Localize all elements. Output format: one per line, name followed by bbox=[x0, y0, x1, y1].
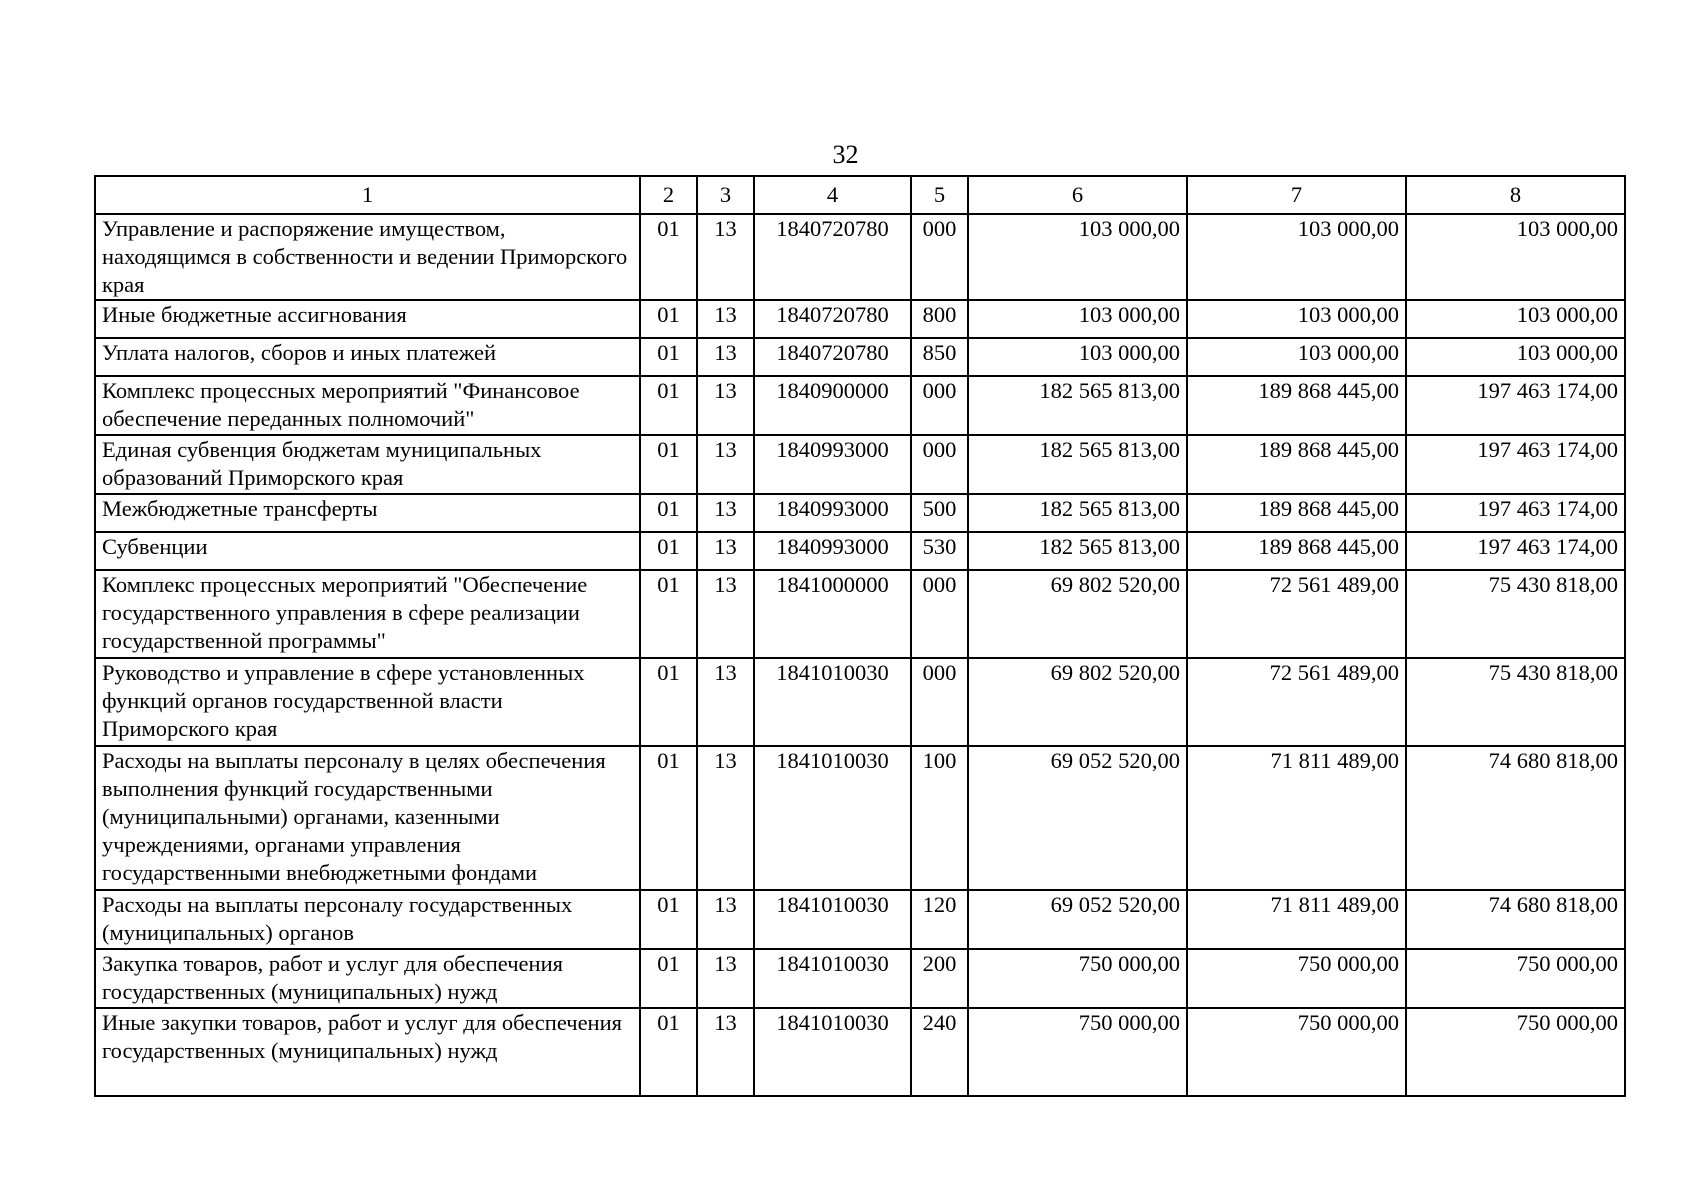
header-cell-5: 5 bbox=[911, 176, 968, 214]
row-target-article: 1841000000 bbox=[754, 570, 911, 658]
row-amount-col6: 182 565 813,00 bbox=[968, 376, 1187, 435]
row-target-article: 1841010030 bbox=[754, 746, 911, 890]
table-row bbox=[95, 214, 1625, 300]
header-cell-7: 7 bbox=[1187, 176, 1406, 214]
row-section: 01 bbox=[640, 338, 697, 376]
table-row bbox=[95, 746, 1625, 890]
row-expense-type: 120 bbox=[911, 890, 968, 949]
row-name: Единая субвенция бюджетам муниципальных образований Приморского края bbox=[95, 435, 640, 494]
row-subsection: 13 bbox=[697, 570, 754, 658]
row-name: Межбюджетные трансферты bbox=[95, 494, 640, 532]
budget-table bbox=[94, 175, 1626, 1097]
row-section: 01 bbox=[640, 570, 697, 658]
row-target-article: 1841010030 bbox=[754, 658, 911, 746]
row-expense-type: 000 bbox=[911, 376, 968, 435]
row-section: 01 bbox=[640, 376, 697, 435]
row-subsection: 13 bbox=[697, 746, 754, 890]
row-expense-type: 000 bbox=[911, 570, 968, 658]
row-target-article: 1840993000 bbox=[754, 532, 911, 570]
row-amount-col7: 189 868 445,00 bbox=[1187, 435, 1406, 494]
row-expense-type: 000 bbox=[911, 214, 968, 300]
row-amount-col7: 189 868 445,00 bbox=[1187, 532, 1406, 570]
row-expense-type: 850 bbox=[911, 338, 968, 376]
row-amount-col6: 69 052 520,00 bbox=[968, 890, 1187, 949]
row-target-article: 1841010030 bbox=[754, 890, 911, 949]
row-name: Иные закупки товаров, работ и услуг для обеспечения государственных (муниципальных) нужд bbox=[95, 1008, 640, 1096]
row-amount-col6: 69 802 520,00 bbox=[968, 570, 1187, 658]
row-target-article: 1841010030 bbox=[754, 1008, 911, 1096]
row-amount-col8: 197 463 174,00 bbox=[1406, 532, 1625, 570]
row-amount-col7: 103 000,00 bbox=[1187, 338, 1406, 376]
row-name: Руководство и управление в сфере установленных функций органов государственной власти Приморского края bbox=[95, 658, 640, 746]
row-expense-type: 200 bbox=[911, 949, 968, 1008]
row-amount-col8: 75 430 818,00 bbox=[1406, 570, 1625, 658]
row-amount-col8: 197 463 174,00 bbox=[1406, 435, 1625, 494]
row-expense-type: 100 bbox=[911, 746, 968, 890]
row-subsection: 13 bbox=[697, 658, 754, 746]
row-amount-col8: 103 000,00 bbox=[1406, 338, 1625, 376]
row-section: 01 bbox=[640, 214, 697, 300]
row-name: Субвенции bbox=[95, 532, 640, 570]
header-cell-4: 4 bbox=[754, 176, 911, 214]
row-amount-col7: 71 811 489,00 bbox=[1187, 890, 1406, 949]
row-amount-col7: 103 000,00 bbox=[1187, 214, 1406, 300]
row-amount-col6: 103 000,00 bbox=[968, 338, 1187, 376]
table-row bbox=[95, 532, 1625, 570]
row-amount-col8: 750 000,00 bbox=[1406, 1008, 1625, 1096]
row-subsection: 13 bbox=[697, 300, 754, 338]
table-row bbox=[95, 570, 1625, 658]
row-amount-col7: 72 561 489,00 bbox=[1187, 570, 1406, 658]
row-amount-col8: 75 430 818,00 bbox=[1406, 658, 1625, 746]
header-cell-1: 1 bbox=[95, 176, 640, 214]
header-row bbox=[95, 176, 1625, 214]
row-amount-col6: 750 000,00 bbox=[968, 1008, 1187, 1096]
header-cell-3: 3 bbox=[697, 176, 754, 214]
row-subsection: 13 bbox=[697, 532, 754, 570]
row-expense-type: 800 bbox=[911, 300, 968, 338]
table-row bbox=[95, 338, 1625, 376]
row-name: Управление и распоряжение имуществом, находящимся в собственности и ведении Приморского края bbox=[95, 214, 640, 300]
table-row bbox=[95, 1008, 1625, 1096]
row-expense-type: 530 bbox=[911, 532, 968, 570]
row-amount-col6: 182 565 813,00 bbox=[968, 494, 1187, 532]
row-target-article: 1840720780 bbox=[754, 338, 911, 376]
row-subsection: 13 bbox=[697, 890, 754, 949]
header-cell-8: 8 bbox=[1406, 176, 1625, 214]
table-row bbox=[95, 376, 1625, 435]
row-section: 01 bbox=[640, 658, 697, 746]
row-subsection: 13 bbox=[697, 1008, 754, 1096]
row-name: Закупка товаров, работ и услуг для обеспечения государственных (муниципальных) нужд bbox=[95, 949, 640, 1008]
row-name: Расходы на выплаты персоналу государственных (муниципальных) органов bbox=[95, 890, 640, 949]
row-section: 01 bbox=[640, 494, 697, 532]
row-subsection: 13 bbox=[697, 338, 754, 376]
row-amount-col6: 750 000,00 bbox=[968, 949, 1187, 1008]
header-cell-2: 2 bbox=[640, 176, 697, 214]
row-subsection: 13 bbox=[697, 435, 754, 494]
page-number: 32 bbox=[832, 140, 859, 169]
row-amount-col7: 189 868 445,00 bbox=[1187, 494, 1406, 532]
row-amount-col7: 71 811 489,00 bbox=[1187, 746, 1406, 890]
row-expense-type: 240 bbox=[911, 1008, 968, 1096]
table-row bbox=[95, 435, 1625, 494]
row-amount-col7: 189 868 445,00 bbox=[1187, 376, 1406, 435]
row-amount-col6: 103 000,00 bbox=[968, 300, 1187, 338]
row-amount-col6: 69 052 520,00 bbox=[968, 746, 1187, 890]
row-name: Комплекс процессных мероприятий "Обеспечение государственного управления в сфере реализации государственной программы" bbox=[95, 570, 640, 658]
row-amount-col7: 750 000,00 bbox=[1187, 1008, 1406, 1096]
row-amount-col8: 750 000,00 bbox=[1406, 949, 1625, 1008]
table-row bbox=[95, 890, 1625, 949]
row-amount-col8: 103 000,00 bbox=[1406, 300, 1625, 338]
row-name: Иные бюджетные ассигнования bbox=[95, 300, 640, 338]
header-cell-6: 6 bbox=[968, 176, 1187, 214]
row-subsection: 13 bbox=[697, 376, 754, 435]
row-amount-col8: 197 463 174,00 bbox=[1406, 376, 1625, 435]
row-section: 01 bbox=[640, 532, 697, 570]
row-section: 01 bbox=[640, 746, 697, 890]
row-section: 01 bbox=[640, 300, 697, 338]
row-section: 01 bbox=[640, 890, 697, 949]
row-name: Уплата налогов, сборов и иных платежей bbox=[95, 338, 640, 376]
row-target-article: 1841010030 bbox=[754, 949, 911, 1008]
table-row bbox=[95, 949, 1625, 1008]
row-amount-col8: 74 680 818,00 bbox=[1406, 746, 1625, 890]
row-amount-col7: 103 000,00 bbox=[1187, 300, 1406, 338]
row-amount-col8: 74 680 818,00 bbox=[1406, 890, 1625, 949]
row-target-article: 1840900000 bbox=[754, 376, 911, 435]
row-expense-type: 500 bbox=[911, 494, 968, 532]
row-target-article: 1840993000 bbox=[754, 435, 911, 494]
row-amount-col8: 197 463 174,00 bbox=[1406, 494, 1625, 532]
row-amount-col6: 69 802 520,00 bbox=[968, 658, 1187, 746]
row-name: Комплекс процессных мероприятий "Финансовое обеспечение переданных полномочий" bbox=[95, 376, 640, 435]
row-amount-col8: 103 000,00 bbox=[1406, 214, 1625, 300]
row-expense-type: 000 bbox=[911, 435, 968, 494]
row-section: 01 bbox=[640, 1008, 697, 1096]
table-row bbox=[95, 494, 1625, 532]
row-target-article: 1840720780 bbox=[754, 214, 911, 300]
row-amount-col7: 72 561 489,00 bbox=[1187, 658, 1406, 746]
table-row bbox=[95, 658, 1625, 746]
row-amount-col6: 182 565 813,00 bbox=[968, 532, 1187, 570]
row-section: 01 bbox=[640, 949, 697, 1008]
row-amount-col7: 750 000,00 bbox=[1187, 949, 1406, 1008]
row-name: Расходы на выплаты персоналу в целях обеспечения выполнения функций государственными (муниципальными) органами, казенными учреждениями, органами управления государственными внебюджетными фондами bbox=[95, 746, 640, 890]
row-section: 01 bbox=[640, 435, 697, 494]
row-subsection: 13 bbox=[697, 214, 754, 300]
row-target-article: 1840993000 bbox=[754, 494, 911, 532]
row-subsection: 13 bbox=[697, 494, 754, 532]
row-expense-type: 000 bbox=[911, 658, 968, 746]
row-amount-col6: 103 000,00 bbox=[968, 214, 1187, 300]
row-amount-col6: 182 565 813,00 bbox=[968, 435, 1187, 494]
table-row bbox=[95, 300, 1625, 338]
row-subsection: 13 bbox=[697, 949, 754, 1008]
row-target-article: 1840720780 bbox=[754, 300, 911, 338]
